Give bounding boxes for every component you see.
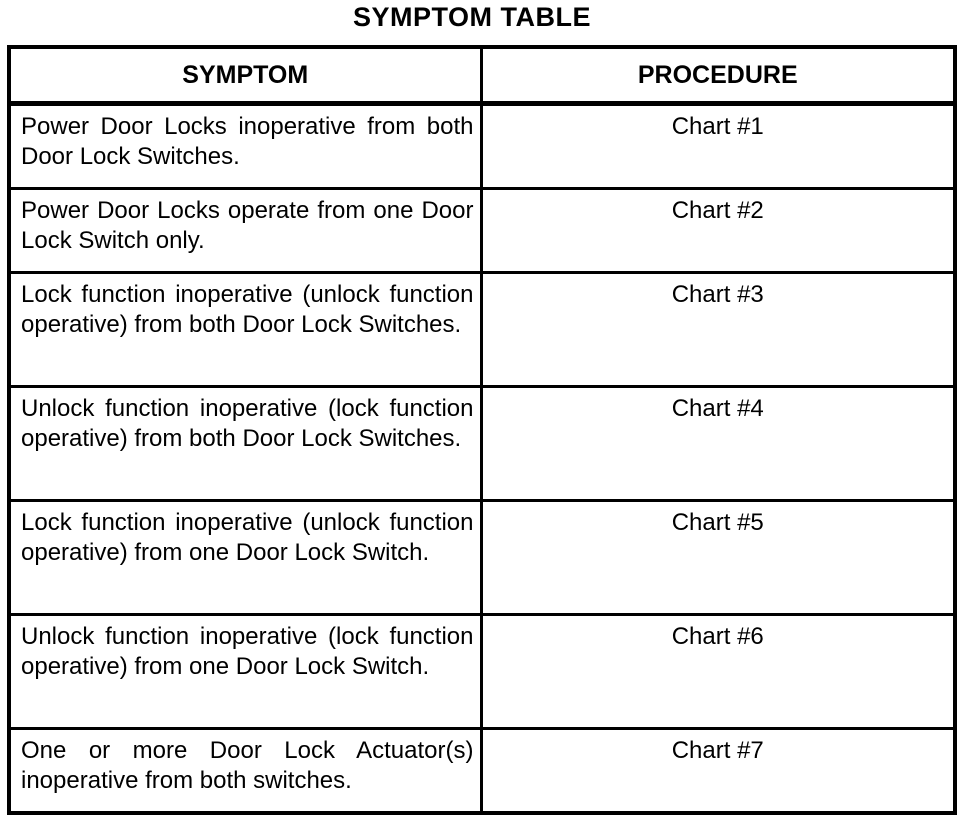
page-title: SYMPTOM TABLE [352, 2, 591, 32]
table-row [9, 387, 955, 501]
table-row [9, 615, 955, 729]
symptom-cell: Lock function inoperative (unlock function operative) from both Door Lock Switches. [9, 273, 481, 387]
procedure-cell: Chart #2 [481, 189, 955, 273]
procedure-cell: Chart #1 [481, 104, 955, 189]
procedure-cell: Chart #4 [481, 387, 955, 501]
table-row [9, 729, 955, 814]
symptom-cell: Power Door Locks operate from one Door Lock Switch only. [9, 189, 481, 273]
procedure-cell: Chart #6 [481, 615, 955, 729]
procedure-cell: Chart #5 [481, 501, 955, 615]
header-row [9, 47, 955, 104]
procedure-cell: Chart #7 [481, 729, 955, 814]
procedure-cell: Chart #3 [481, 273, 955, 387]
procedure-column-header: PROCEDURE [481, 47, 955, 104]
symptom-cell: Lock function inoperative (unlock function operative) from one Door Lock Switch. [9, 501, 481, 615]
symptom-table [7, 45, 957, 815]
symptom-cell: Unlock function inoperative (lock function operative) from one Door Lock Switch. [9, 615, 481, 729]
symptom-cell: Power Door Locks inoperative from both Door Lock Switches. [9, 104, 481, 189]
table-row [9, 273, 955, 387]
table-row [9, 189, 955, 273]
symptom-cell: One or more Door Lock Actuator(s) inoperative from both switches. [9, 729, 481, 814]
table-row [9, 104, 955, 189]
symptom-cell: Unlock function inoperative (lock function operative) from both Door Lock Switches. [9, 387, 481, 501]
symptom-column-header: SYMPTOM [9, 47, 481, 104]
table-row [9, 501, 955, 615]
